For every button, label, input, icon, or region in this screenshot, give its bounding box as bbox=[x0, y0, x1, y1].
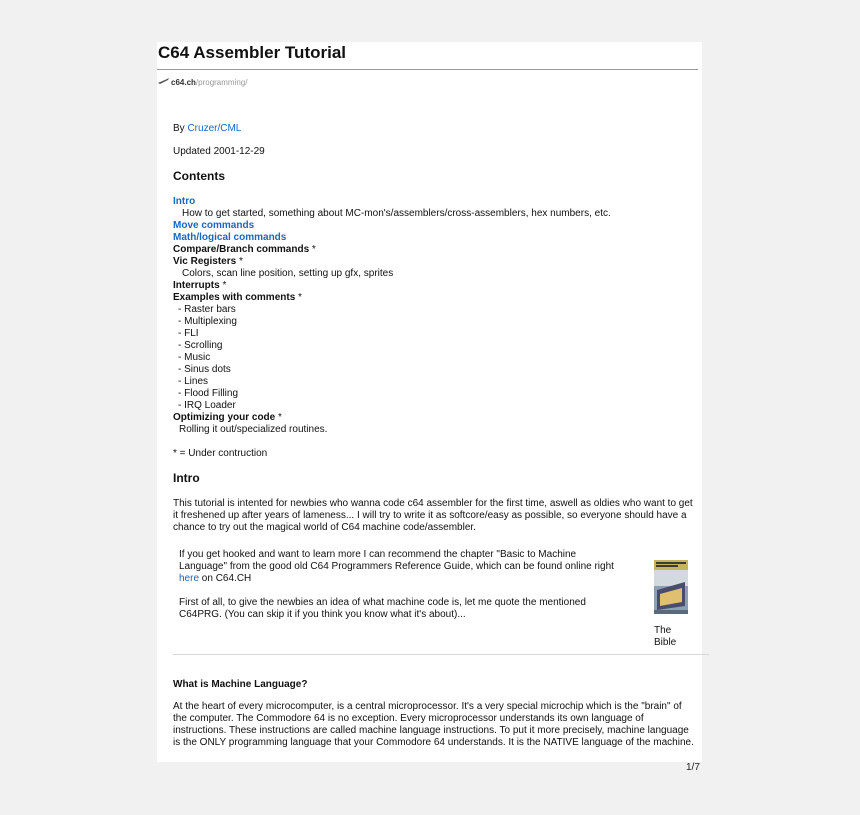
toc-example-item: - Music bbox=[178, 352, 211, 363]
page-title: C64 Assembler Tutorial bbox=[158, 43, 347, 62]
table-of-contents bbox=[173, 196, 611, 436]
section-divider bbox=[173, 654, 709, 655]
updated-date: Updated 2001-12-29 bbox=[173, 146, 265, 157]
toc-example-item: - Lines bbox=[178, 376, 209, 387]
intro-heading: Intro bbox=[173, 471, 200, 485]
toc-vic-star: * bbox=[236, 256, 243, 267]
toc-optimizing-star: * bbox=[275, 412, 282, 423]
intro-paragraph: This tutorial is intented for newbies who wanna code c64 assembler for the first time, aswell as oldies who want to get it freshened up after years of lameness... I will try to write it as softcore/easy as possible, so everyone should have a chance to try out the magical world of C64 machine code/assembler. bbox=[173, 498, 693, 533]
source-line bbox=[158, 78, 247, 87]
pen-icon bbox=[158, 78, 169, 84]
toc-vic bbox=[173, 256, 611, 268]
toc-example-item: - IRQ Loader bbox=[178, 400, 236, 411]
book-cover-image[interactable] bbox=[654, 560, 688, 614]
toc-example-item: - Flood Filling bbox=[178, 388, 239, 399]
toc-compare bbox=[173, 244, 611, 256]
toc-math-link[interactable]: Math/logical commands bbox=[173, 232, 287, 243]
toc-interrupts-star: * bbox=[219, 280, 227, 291]
hooked-text-after: on C64.CH bbox=[199, 573, 252, 584]
ml-paragraph: At the heart of every microcomputer, is a central microprocessor. It's a very special microchip which is the "brain" of the computer. The Commodore 64 is no exception. Every microprocessor understands its own language of instructions. These instructions are called machine language instructions. To put it more precisely, machine language is the ONLY programming language that your Commodore 64 understands. It is the NATIVE language of the machine. bbox=[173, 701, 694, 748]
toc-vic-desc: Colors, scan line position, setting up gfx, sprites bbox=[182, 268, 394, 279]
byline bbox=[173, 123, 241, 135]
toc-interrupts-label: Interrupts bbox=[173, 280, 220, 291]
toc-intro-desc: How to get started, something about MC-mon's/assemblers/cross-assemblers, hex numbers, etc. bbox=[182, 208, 611, 219]
toc-examples-label: Examples with comments bbox=[173, 292, 296, 303]
first-paragraph: First of all, to give the newbies an idea of what machine code is, let me quote the mentioned C64PRG. (You can skip it if you think you know what it's about)... bbox=[179, 597, 586, 620]
toc-interrupts bbox=[173, 280, 611, 292]
ml-heading: What is Machine Language? bbox=[173, 679, 308, 690]
toc-optimizing bbox=[173, 412, 611, 424]
bible-caption: The Bible bbox=[654, 625, 677, 648]
source-path[interactable]: /programming/ bbox=[195, 78, 248, 87]
toc-example-item: - Scrolling bbox=[178, 340, 223, 351]
toc-examples bbox=[173, 292, 611, 304]
hooked-text: If you get hooked and want to learn more I can recommend the chapter "Basic to Machine Language" from the good old C64 Programmers Reference Guide, which can be found online right bbox=[179, 549, 614, 572]
toc-example-item: - Sinus dots bbox=[178, 364, 231, 375]
toc-optimizing-desc: Rolling it out/specialized routines. bbox=[179, 424, 328, 435]
toc-compare-star: * bbox=[309, 244, 316, 255]
contents-heading: Contents bbox=[173, 169, 225, 183]
toc-vic-label: Vic Registers bbox=[173, 256, 237, 267]
document-page bbox=[157, 42, 702, 762]
toc-optimizing-label: Optimizing your code bbox=[173, 412, 276, 423]
page-number: 1/7 bbox=[686, 762, 700, 773]
hooked-paragraph bbox=[179, 549, 619, 585]
toc-examples-star: * bbox=[295, 292, 302, 303]
toc-example-item: - Raster bars bbox=[178, 304, 236, 315]
toc-compare-label: Compare/Branch commands bbox=[173, 244, 310, 255]
toc-move-link[interactable]: Move commands bbox=[173, 220, 255, 231]
author-link[interactable]: Cruzer/CML bbox=[187, 123, 242, 134]
toc-example-item: - Multiplexing bbox=[178, 316, 237, 327]
byline-prefix: By bbox=[173, 123, 188, 134]
toc-example-item: - FLI bbox=[178, 328, 199, 339]
footnote: * = Under contruction bbox=[173, 448, 268, 459]
toc-intro-link[interactable]: Intro bbox=[173, 196, 196, 207]
title-divider bbox=[157, 69, 698, 70]
here-link[interactable]: here bbox=[179, 573, 200, 584]
source-domain[interactable]: c64.ch bbox=[171, 78, 196, 87]
